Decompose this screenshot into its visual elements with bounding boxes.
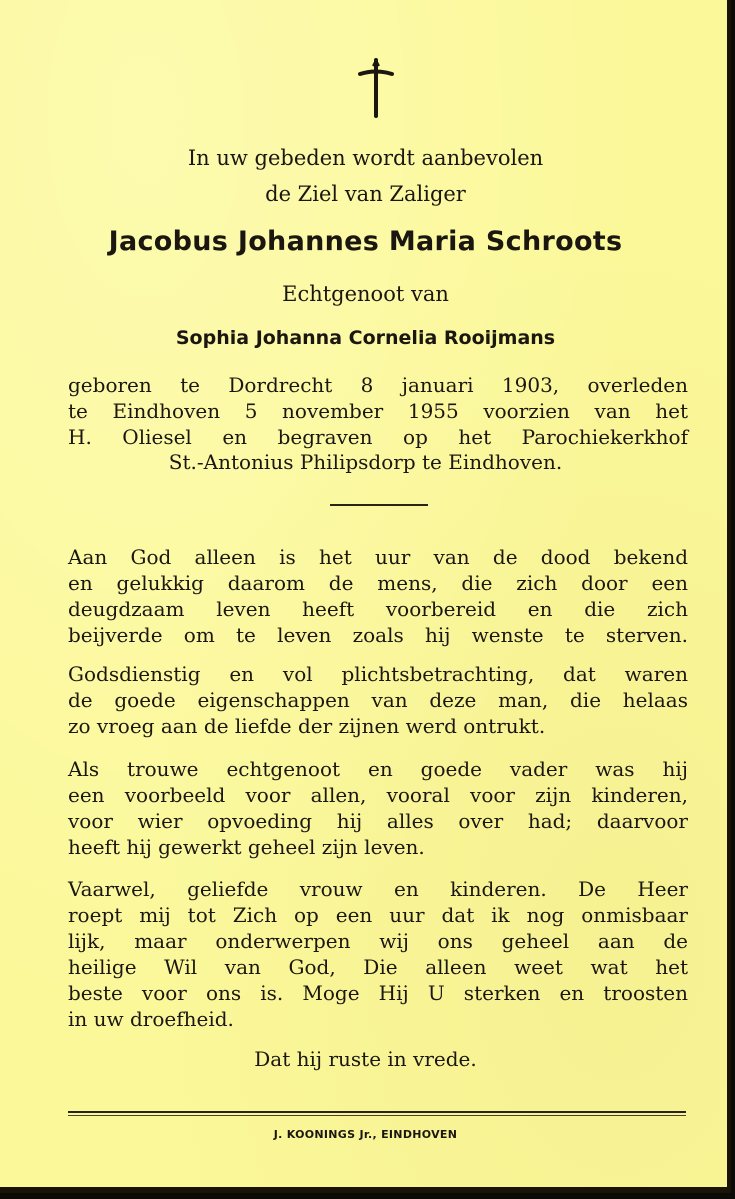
spouse-name: Sophia Johanna Cornelia Rooijmans <box>175 327 556 349</box>
paragraph-line: lijk, maar onderwerpen wij ons geheel aan de <box>68 929 688 953</box>
paragraph-line: roept mij tot Zich op een uur dat ik nog onmisbaar <box>68 903 688 927</box>
deceased-name: Jacobus Johannes Maria Schroots <box>108 226 623 257</box>
paragraph-line: heeft hij gewerkt geheel zijn leven. <box>68 835 425 859</box>
paragraph-line: deugdzaam leven heeft voorbereid en die zich <box>68 597 688 621</box>
paragraph-line: beste voor ons is. Moge Hij U sterken en troosten <box>68 981 688 1005</box>
divider <box>330 504 428 506</box>
printer-imprint: J. KOONINGS Jr., EINDHOVEN <box>273 1128 458 1141</box>
bio-line: te Eindhoven 5 november 1955 voorzien van het <box>68 399 688 423</box>
paragraph-line: voor wier opvoeding hij alles over had; daarvoor <box>68 809 688 833</box>
paragraph-line: Als trouwe echtgenoot en goede vader was hij <box>68 757 688 781</box>
paragraph-line: en gelukkig daarom de mens, die zich door een <box>68 571 688 595</box>
paragraph-line: in uw droefheid. <box>68 1007 234 1031</box>
spouse-label: Echtgenoot van <box>282 282 449 306</box>
bio-last-line: St.-Antonius Philipsdorp te Eindhoven. <box>168 450 563 474</box>
paragraph-line: Vaarwel, geliefde vrouw en kinderen. De Heer <box>68 877 688 901</box>
paragraph-line: Aan God alleen is het uur van de dood bekend <box>68 545 688 569</box>
paragraph-line: een voorbeeld voor allen, vooral voor zijn kinderen, <box>68 783 688 807</box>
closing-line: Dat hij ruste in vrede. <box>254 1047 477 1071</box>
paragraph-line: heilige Wil van God, Die alleen weet wat het <box>68 955 688 979</box>
cross-icon <box>356 58 396 118</box>
paragraph-line: beijverde om te leven zoals hij wenste te sterven. <box>68 623 688 647</box>
bio-line: geboren te Dordrecht 8 januari 1903, overleden <box>68 373 688 397</box>
bio-line: H. Oliesel en begraven op het Parochiekerkhof <box>68 425 688 449</box>
bottom-rule-thin <box>68 1115 686 1116</box>
paragraph-line: de goede eigenschappen van deze man, die helaas <box>68 688 688 712</box>
intro-line-1: In uw gebeden wordt aanbevolen <box>187 146 544 170</box>
intro-line-2: de Ziel van Zaliger <box>265 182 466 206</box>
bottom-rule <box>68 1111 686 1113</box>
paragraph-line: Godsdienstig en vol plichtsbetrachting, dat waren <box>68 662 688 686</box>
paragraph-line: zo vroeg aan de liefde der zijnen werd ontrukt. <box>68 714 546 738</box>
